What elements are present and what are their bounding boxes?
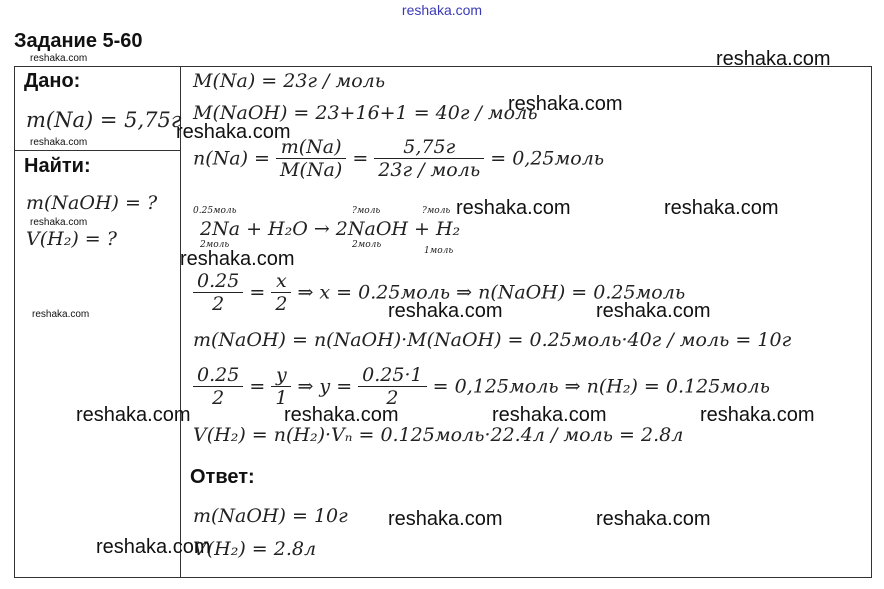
- watermark: reshaka.com: [596, 508, 711, 530]
- reaction-label-naoh: ?моль: [352, 206, 381, 216]
- watermark: reshaka.com: [388, 300, 503, 322]
- fraction-denominator: M(Na): [276, 158, 346, 181]
- watermark: reshaka.com: [456, 197, 571, 219]
- watermark: reshaka.com: [30, 137, 88, 148]
- fraction-numerator: m(Na): [280, 136, 342, 158]
- watermark: reshaka.com: [700, 404, 815, 426]
- fraction-numerator: 0.25: [197, 364, 240, 386]
- watermark: reshaka.com: [388, 508, 503, 530]
- watermark: reshaka.com: [508, 93, 623, 115]
- fraction-denominator: 2: [193, 386, 243, 409]
- proportion-fraction-1: [193, 270, 243, 315]
- proportion-naoh: $\frac{0.25}{2}$ = $\frac{x}{2}$ ⇒ x = 0.25моль ⇒ n(NaOH) = 0.25моль: [193, 270, 685, 315]
- proportion-fraction-1: [193, 364, 243, 409]
- moles-na-equation: n(Na) = $\frac{m(Na)}{M(Na)}$ = $\frac{5,75г}{\text{23г / моль}}$ = 0,25моль: [193, 136, 605, 181]
- watermark: reshaka.com: [176, 121, 291, 143]
- proportion-result: = 0,125моль ⇒ n(H₂) = 0.125моль: [432, 375, 770, 398]
- fraction-denominator: 2: [193, 292, 243, 315]
- proportion-result: ⇒ x = 0.25моль ⇒ n(NaOH) = 0.25моль: [297, 281, 686, 304]
- reaction-label-na: 0.25моль: [193, 206, 237, 216]
- table-bottom-border: [14, 577, 872, 578]
- watermark: reshaka.com: [30, 217, 88, 228]
- watermark: reshaka.com: [716, 48, 831, 70]
- reaction-sub-na: 2моль: [200, 240, 230, 250]
- reaction-equation: 2Na + H₂O → 2NaOH + H₂: [200, 218, 461, 240]
- answer-mass-naoh: m(NaOH) = 10г: [193, 505, 348, 527]
- task-title: Задание 5-60: [14, 30, 143, 52]
- reaction-label-h2: ?моль: [422, 206, 451, 216]
- molar-mass-naoh: M(NaOH) = 23+16+1 = 40г / моль: [193, 102, 538, 124]
- watermark: reshaka.com: [96, 536, 211, 558]
- watermark: reshaka.com: [664, 197, 779, 219]
- moles-na-fraction-2: [374, 136, 484, 181]
- answer-header: Ответ:: [190, 466, 255, 488]
- given-mass-na: m(Na) = 5,75г: [26, 108, 182, 132]
- fraction-numerator: y: [276, 364, 287, 386]
- table-left-border: [14, 66, 15, 578]
- find-mass-naoh: m(NaOH) = ?: [26, 192, 158, 214]
- volume-h2-equation: V(H₂) = n(H₂)·Vₙ = 0.125моль·22.4л / моль = 2.8л: [193, 424, 684, 446]
- watermark: reshaka.com: [492, 404, 607, 426]
- proportion-fraction-3: [358, 364, 426, 409]
- fraction-numerator: 5,75г: [403, 136, 456, 158]
- watermark: reshaka.com: [76, 404, 191, 426]
- proportion-fraction-2: [271, 270, 291, 315]
- watermark: reshaka.com: [30, 53, 88, 64]
- mass-naoh-equation: m(NaOH) = n(NaOH)·M(NaOH) = 0.25моль·40г / моль = 10г: [193, 329, 792, 351]
- given-find-divider: [14, 150, 180, 151]
- molar-mass-na: M(Na) = 23г / моль: [193, 70, 386, 92]
- proportion-h2: $\frac{0.25}{2}$ = $\frac{y}{1}$ ⇒ y = $\frac{0.25\cdot 1}{2}$ = 0,125моль ⇒ n(H₂) = 0.125моль: [193, 364, 770, 409]
- moles-na-result: = 0,25моль: [490, 147, 605, 170]
- reaction-sub-h2: 1моль: [424, 246, 454, 256]
- fraction-denominator: 23г / моль: [374, 158, 484, 181]
- fraction-denominator: 1: [271, 386, 291, 409]
- fraction-numerator: 0.25: [197, 270, 240, 292]
- given-header: Дано:: [24, 70, 81, 92]
- answer-volume-h2: V(H₂) = 2.8л: [193, 538, 317, 560]
- watermark: reshaka.com: [284, 404, 399, 426]
- fraction-denominator: 2: [271, 292, 291, 315]
- proportion-fraction-2: [271, 364, 291, 409]
- fraction-numerator: x: [276, 270, 287, 292]
- site-link[interactable]: reshaka.com: [401, 2, 483, 18]
- fraction-numerator: 0.25·1: [362, 364, 423, 386]
- find-volume-h2: V(H₂) = ?: [26, 228, 117, 250]
- moles-na-lhs: n(Na) =: [193, 147, 270, 170]
- find-header: Найти:: [24, 155, 91, 177]
- table-right-border: [871, 66, 872, 578]
- watermark: reshaka.com: [596, 300, 711, 322]
- reaction-sub-naoh: 2моль: [352, 240, 382, 250]
- fraction-denominator: 2: [358, 386, 426, 409]
- watermark: reshaka.com: [32, 309, 90, 320]
- proportion-mid: ⇒ y =: [297, 375, 353, 398]
- watermark: reshaka.com: [180, 248, 295, 270]
